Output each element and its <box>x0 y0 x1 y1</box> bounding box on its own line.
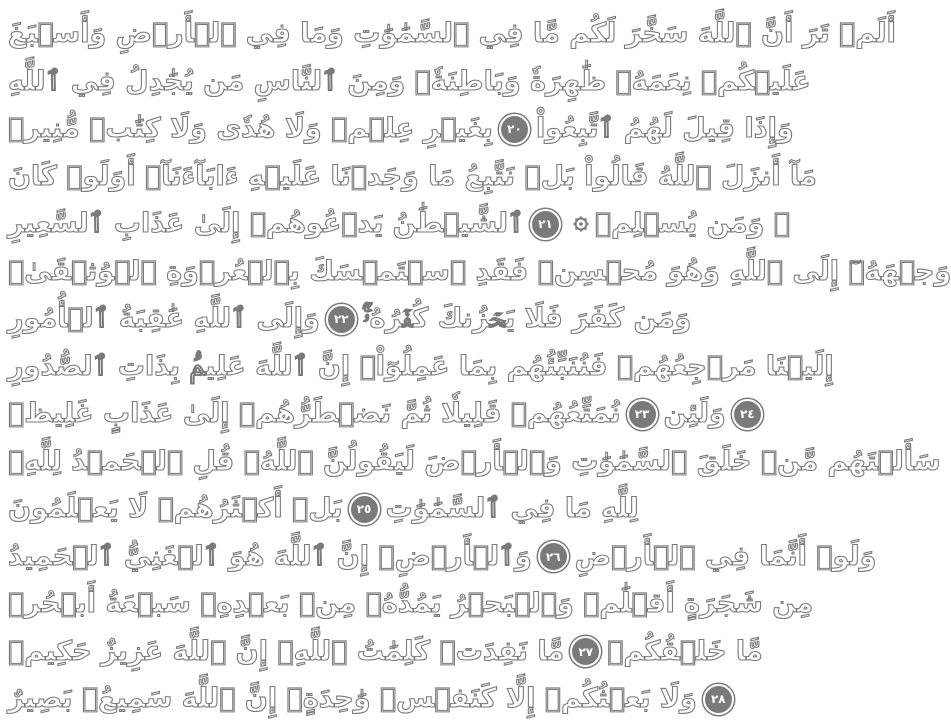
verse-text: وَٱلۡأَرۡضِۚ إِنَّ ٱللَّهَ هُوَ ٱلۡغَنِيُّ ٱلۡحَمِيدُ <box>8 540 532 572</box>
ayah-number-marker: ٢٥ <box>349 494 380 525</box>
verse-text: ۞ وَمَن يُسۡلِمۡ <box>594 208 790 239</box>
ayah-number-marker: ٢٨ <box>703 684 734 715</box>
verse-text: وَإِلَى ٱللَّهِ عَٰقِبَةُ ٱلۡأُمُورِ <box>8 303 320 334</box>
verse-text: مَآ أَنزَلَ ٱللَّهُ قَالُواْ بَلۡ نَتَّبِعُ مَا وَجَدۡنَا عَلَيۡهِ ءَابَآءَنَآۚ أَوَلَوۡ كَانَ <box>8 160 817 192</box>
verse-text: سَأَلۡتَهُم مَّنۡ خَلَقَ ٱلسَّمَٰوَٰتِ وَٱلۡأَرۡضَ لَيَقُولُنَّ ٱللَّهُۚ قُلِ ٱلۡحَمۡدُ لِلَّهِۚ <box>8 445 941 477</box>
verse-text: وَلَئِن <box>663 398 726 429</box>
verse-text: مَّا نَفِدَتۡ كَلِمَٰتُ ٱللَّهِۚ إِنَّ ٱللَّهَ عَزِيزٌ حَكِيمٞ <box>8 635 565 667</box>
text-line <box>8 578 814 630</box>
text-line <box>8 388 755 440</box>
ayah-number-marker: ٢٢ <box>326 304 357 335</box>
verse-text: ٱلشَّيۡطَٰنُ يَدۡعُوهُمۡ إِلَىٰ عَذَابِ ٱلسَّعِيرِ <box>8 208 524 239</box>
verse-text: وَمَن كَفَرَ فَلَا يَحۡزُنكَ كُفۡرُهُۥٓۚ <box>362 303 692 334</box>
ayah-number-marker: ٢٦ <box>538 541 569 572</box>
ayah-number-marker: ٢٤ <box>732 399 763 430</box>
text-line <box>8 436 941 488</box>
text-line <box>8 198 790 250</box>
text-line <box>8 626 763 678</box>
ayah-number-marker: ٢١ <box>530 209 561 240</box>
verse-text: عَلَيۡكُمۡ نِعَمَهُۥ ظَٰهِرَةٗ وَبَاطِنَةٗۗ وَمِنَ ٱلنَّاسِ مَن يُجَٰدِلُ فِي ٱللَّهِ <box>8 65 811 97</box>
text-line <box>8 673 726 725</box>
verse-text: نُمَتِّعُهُمۡ قَلِيلٗا ثُمَّ نَضۡطَرُّهُمۡ إِلَىٰ عَذَابٍ غَلِيظٖ <box>8 398 621 429</box>
text-line <box>8 531 877 583</box>
verse-text: وَجۡهَهُۥٓ إِلَى ٱللَّهِ وَهُوَ مُحۡسِنٞ فَقَدِ ٱسۡتَمۡسَكَ بِٱلۡعُرۡوَةِ ٱلۡوُثۡقَىٰۗ <box>8 255 951 287</box>
verse-text: أَلَمۡ تَرَ أَنَّ ٱللَّهَ سَخَّرَ لَكُم مَّا فِي ٱلسَّمَٰوَٰتِ وَمَا فِي ٱلۡأَرۡضِ وَأَسۡبَغَ <box>8 18 896 49</box>
text-line <box>8 103 794 155</box>
verse-text: وَلَا بَعۡثُكُمۡ إِلَّا كَنَفۡسٖ وَٰحِدَةٍۚ إِنَّ ٱللَّهَ سَمِيعُۢ بَصِيرٌ <box>8 683 697 714</box>
text-line <box>8 56 811 108</box>
text-line <box>8 151 817 203</box>
verse-text: بِغَيۡرِ عِلۡمٖ وَلَا هُدٗى وَلَا كِتَٰبٖ مُّنِيرٖ <box>8 113 493 144</box>
text-line <box>8 246 951 298</box>
ayah-number-marker: ٢٠ <box>499 114 530 145</box>
verse-text: وَإِذَا قِيلَ لَهُمُ ٱتَّبِعُواْ <box>535 113 794 144</box>
text-line <box>8 341 834 393</box>
ayah-number-marker: ٢٧ <box>570 636 601 667</box>
text-line <box>8 483 639 535</box>
verse-text: لِلَّهِ مَا فِي ٱلسَّمَٰوَٰتِ <box>385 493 639 524</box>
verse-text: وَلَوۡ أَنَّمَا فِي ٱلۡأَرۡضِ <box>574 540 877 572</box>
rub-el-hizb-icon <box>573 216 589 232</box>
text-line <box>8 8 896 60</box>
ayah-number-marker: ٢٣ <box>627 399 658 430</box>
verse-text: إِلَيۡنَا مَرۡجِعُهُمۡ فَنُنَبِّئُهُم بِمَا عَمِلُوٓاْۚ إِنَّ ٱللَّهَ عَلِيمُۢ بِذَاتِ ٱلصُّدُورِ <box>8 350 834 382</box>
verse-text: مِن شَجَرَةٍ أَقۡلَٰمٞ وَٱلۡبَحۡرُ يَمُدُّهُۥ مِنۢ بَعۡدِهِۦ سَبۡعَةُ أَبۡحُرٖ <box>8 588 814 619</box>
verse-text: مَّا خَلۡقُكُمۡ <box>607 635 763 667</box>
verse-text: بَلۡ أَكۡثَرُهُمۡ لَا يَعۡلَمُونَ <box>8 493 343 524</box>
text-line <box>8 293 692 345</box>
